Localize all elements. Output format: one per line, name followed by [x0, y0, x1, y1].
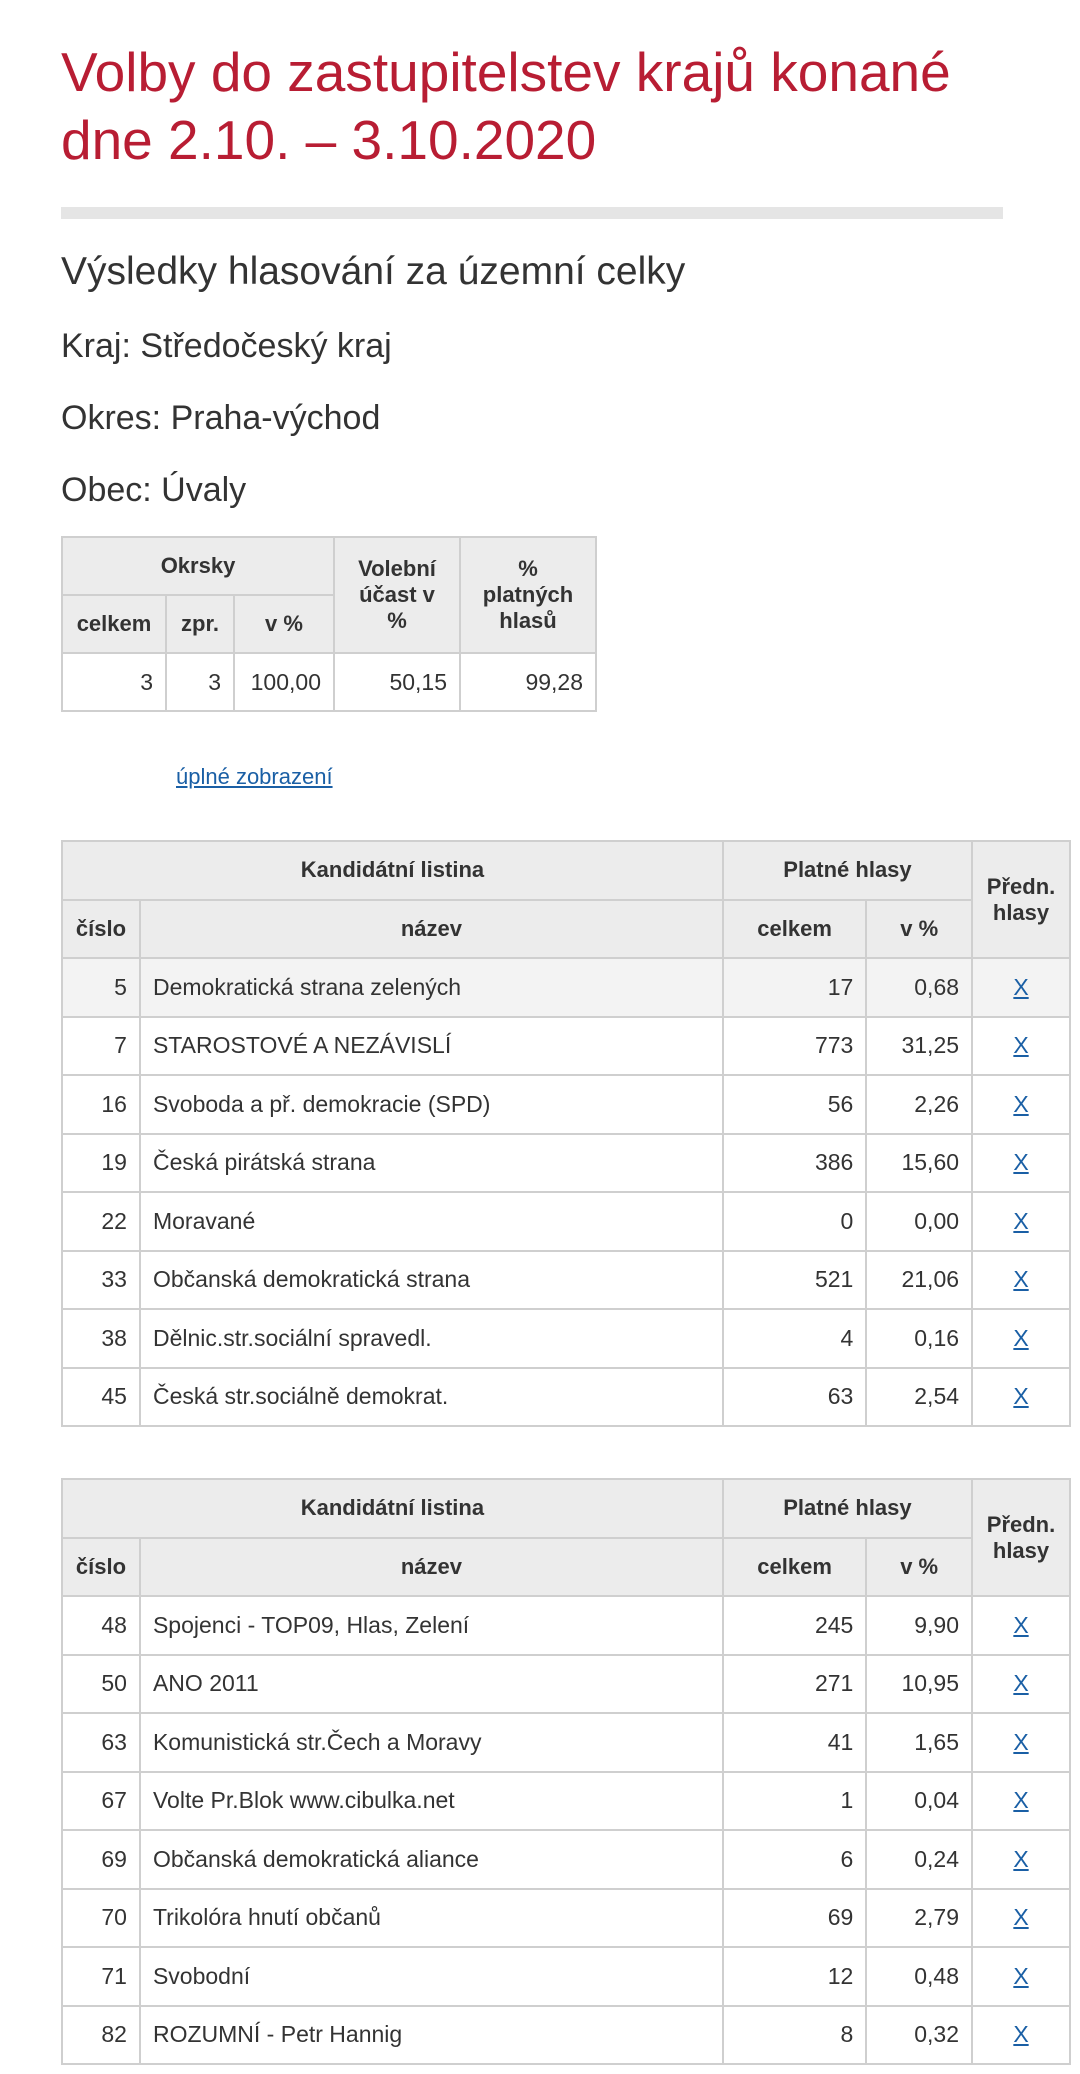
- party-name: Česká pirátská strana: [140, 1134, 723, 1193]
- party-number: 63: [62, 1713, 140, 1772]
- section-title: Výsledky hlasování za územní celky: [61, 250, 686, 293]
- valid-votes-value: 99,28: [460, 653, 596, 711]
- percent-header: v %: [866, 900, 972, 959]
- results-table-2: [61, 1478, 1071, 2065]
- party-name: Komunistická str.Čech a Moravy: [140, 1713, 723, 1772]
- votes-total: 8: [723, 2006, 866, 2065]
- party-number: 38: [62, 1309, 140, 1368]
- votes-percent: 0,48: [866, 1947, 972, 2006]
- table-row: [62, 1772, 1070, 1831]
- preferential-votes-link[interactable]: X: [1013, 1845, 1029, 1872]
- party-name: Svoboda a př. demokracie (SPD): [140, 1075, 723, 1134]
- votes-total: 0: [723, 1192, 866, 1251]
- party-number: 5: [62, 958, 140, 1017]
- party-number: 50: [62, 1655, 140, 1714]
- precincts-processed-header: zpr.: [166, 595, 234, 653]
- party-name: STAROSTOVÉ A NEZÁVISLÍ: [140, 1017, 723, 1076]
- precincts-total: 3: [62, 653, 166, 711]
- table-row: [62, 1075, 1070, 1134]
- party-number: 45: [62, 1368, 140, 1427]
- party-name: Volte Pr.Blok www.cibulka.net: [140, 1772, 723, 1831]
- table-row: [62, 1017, 1070, 1076]
- preferential-votes-cell: [972, 1192, 1070, 1251]
- total-header: celkem: [723, 900, 866, 959]
- precincts-percent-header: v %: [234, 595, 334, 653]
- party-number: 67: [62, 1772, 140, 1831]
- votes-percent: 0,00: [866, 1192, 972, 1251]
- party-number: 22: [62, 1192, 140, 1251]
- preferential-votes-header: Předn. hlasy: [972, 1479, 1070, 1596]
- votes-percent: 2,79: [866, 1889, 972, 1948]
- name-header: název: [140, 1538, 723, 1597]
- preferential-votes-cell: [972, 1830, 1070, 1889]
- preferential-votes-link[interactable]: X: [1013, 2021, 1029, 2048]
- party-name: ROZUMNÍ - Petr Hannig: [140, 2006, 723, 2065]
- party-name: Česká str.sociálně demokrat.: [140, 1368, 723, 1427]
- preferential-votes-cell: [972, 1713, 1070, 1772]
- preferential-votes-link[interactable]: X: [1013, 1670, 1029, 1697]
- results-table-1: [61, 840, 1071, 1427]
- preferential-votes-link[interactable]: X: [1013, 1266, 1029, 1293]
- preferential-votes-link[interactable]: X: [1013, 1728, 1029, 1755]
- votes-percent: 0,24: [866, 1830, 972, 1889]
- preferential-votes-cell: [972, 1075, 1070, 1134]
- votes-percent: 0,68: [866, 958, 972, 1017]
- votes-percent: 0,04: [866, 1772, 972, 1831]
- preferential-votes-link[interactable]: X: [1013, 1904, 1029, 1931]
- votes-total: 521: [723, 1251, 866, 1310]
- party-number: 71: [62, 1947, 140, 2006]
- party-number: 7: [62, 1017, 140, 1076]
- votes-percent: 1,65: [866, 1713, 972, 1772]
- municipality-label: Obec: Úvaly: [61, 471, 247, 509]
- votes-total: 1: [723, 1772, 866, 1831]
- table-row: [62, 1947, 1070, 2006]
- percent-header: v %: [866, 1538, 972, 1597]
- votes-total: 12: [723, 1947, 866, 2006]
- preferential-votes-cell: [972, 1947, 1070, 2006]
- preferential-votes-link[interactable]: X: [1013, 1324, 1029, 1351]
- preferential-votes-cell: [972, 1772, 1070, 1831]
- preferential-votes-header: Předn. hlasy: [972, 841, 1070, 958]
- votes-percent: 9,90: [866, 1596, 972, 1655]
- votes-total: 6: [723, 1830, 866, 1889]
- preferential-votes-link[interactable]: X: [1013, 1383, 1029, 1410]
- preferential-votes-cell: [972, 1655, 1070, 1714]
- preferential-votes-link[interactable]: X: [1013, 1032, 1029, 1059]
- preferential-votes-cell: [972, 1309, 1070, 1368]
- preferential-votes-link[interactable]: X: [1013, 1207, 1029, 1234]
- party-name: Demokratická strana zelených: [140, 958, 723, 1017]
- preferential-votes-link[interactable]: X: [1013, 1787, 1029, 1814]
- table-row: [62, 1713, 1070, 1772]
- votes-total: 41: [723, 1713, 866, 1772]
- precincts-percent: 100,00: [234, 653, 334, 711]
- votes-total: 271: [723, 1655, 866, 1714]
- votes-total: 4: [723, 1309, 866, 1368]
- precincts-table: [61, 536, 597, 712]
- precincts-total-header: celkem: [62, 595, 166, 653]
- preferential-votes-cell: [972, 1368, 1070, 1427]
- total-header: celkem: [723, 1538, 866, 1597]
- votes-total: 69: [723, 1889, 866, 1948]
- table-row: [62, 958, 1070, 1017]
- turnout-header: Volební účast v %: [334, 537, 460, 653]
- table-row: [62, 1134, 1070, 1193]
- votes-percent: 10,95: [866, 1655, 972, 1714]
- turnout-value: 50,15: [334, 653, 460, 711]
- valid-votes-header: % platných hlasů: [460, 537, 596, 653]
- party-number: 33: [62, 1251, 140, 1310]
- votes-percent: 0,32: [866, 2006, 972, 2065]
- votes-percent: 2,26: [866, 1075, 972, 1134]
- table-row: [62, 1830, 1070, 1889]
- preferential-votes-link[interactable]: X: [1013, 1090, 1029, 1117]
- table-row: [62, 2006, 1070, 2065]
- valid-votes-group-header: Platné hlasy: [723, 1479, 972, 1538]
- votes-total: 386: [723, 1134, 866, 1193]
- table-row: [62, 1655, 1070, 1714]
- preferential-votes-cell: [972, 2006, 1070, 2065]
- party-number: 19: [62, 1134, 140, 1193]
- district-label: Okres: Praha-východ: [61, 399, 381, 437]
- preferential-votes-link[interactable]: X: [1013, 1149, 1029, 1176]
- table-row: [62, 1251, 1070, 1310]
- number-header: číslo: [62, 900, 140, 959]
- party-name: ANO 2011: [140, 1655, 723, 1714]
- votes-total: 63: [723, 1368, 866, 1427]
- party-number: 70: [62, 1889, 140, 1948]
- votes-total: 17: [723, 958, 866, 1017]
- preferential-votes-cell: [972, 1017, 1070, 1076]
- votes-percent: 21,06: [866, 1251, 972, 1310]
- party-number: 69: [62, 1830, 140, 1889]
- votes-total: 56: [723, 1075, 866, 1134]
- precincts-processed: 3: [166, 653, 234, 711]
- preferential-votes-link[interactable]: X: [1013, 1962, 1029, 1989]
- candidate-list-header: Kandidátní listina: [62, 1479, 723, 1538]
- party-number: 48: [62, 1596, 140, 1655]
- votes-total: 245: [723, 1596, 866, 1655]
- precincts-group-header: Okrsky: [62, 537, 334, 595]
- votes-percent: 2,54: [866, 1368, 972, 1427]
- party-name: Svobodní: [140, 1947, 723, 2006]
- party-number: 82: [62, 2006, 140, 2065]
- preferential-votes-cell: [972, 1889, 1070, 1948]
- party-number: 16: [62, 1075, 140, 1134]
- party-name: Trikolóra hnutí občanů: [140, 1889, 723, 1948]
- party-name: Občanská demokratická strana: [140, 1251, 723, 1310]
- number-header: číslo: [62, 1538, 140, 1597]
- votes-percent: 0,16: [866, 1309, 972, 1368]
- preferential-votes-cell: [972, 958, 1070, 1017]
- preferential-votes-link[interactable]: X: [1013, 1611, 1029, 1638]
- preferential-votes-cell: [972, 1251, 1070, 1310]
- party-name: Moravané: [140, 1192, 723, 1251]
- full-view-link[interactable]: úplné zobrazení: [176, 764, 333, 789]
- table-row: [62, 1596, 1070, 1655]
- votes-percent: 31,25: [866, 1017, 972, 1076]
- preferential-votes-link[interactable]: X: [1013, 973, 1029, 1000]
- table-row: [62, 1368, 1070, 1427]
- table-row: [62, 1889, 1070, 1948]
- name-header: název: [140, 900, 723, 959]
- candidate-list-header: Kandidátní listina: [62, 841, 723, 900]
- votes-percent: 15,60: [866, 1134, 972, 1193]
- divider: [61, 207, 1003, 219]
- preferential-votes-cell: [972, 1134, 1070, 1193]
- party-name: Dělnic.str.sociální spravedl.: [140, 1309, 723, 1368]
- party-name: Občanská demokratická aliance: [140, 1830, 723, 1889]
- valid-votes-group-header: Platné hlasy: [723, 841, 972, 900]
- region-label: Kraj: Středočeský kraj: [61, 327, 392, 365]
- table-row: [62, 1309, 1070, 1368]
- preferential-votes-cell: [972, 1596, 1070, 1655]
- votes-total: 773: [723, 1017, 866, 1076]
- table-row: [62, 1192, 1070, 1251]
- party-name: Spojenci - TOP09, Hlas, Zelení: [140, 1596, 723, 1655]
- page-title: Volby do zastupitelstev krajů konané dne 2.10. – 3.10.2020: [61, 41, 951, 171]
